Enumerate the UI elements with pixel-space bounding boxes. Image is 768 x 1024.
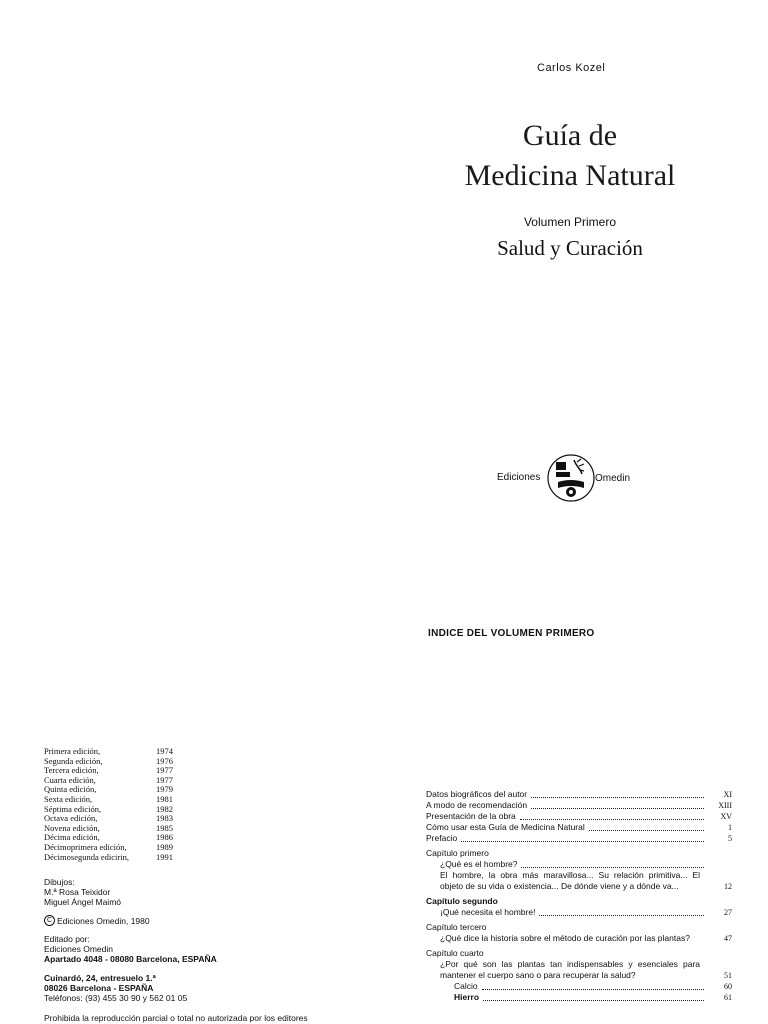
edition-year: 1982: [156, 803, 173, 814]
edition-year: 1985: [156, 822, 173, 833]
toc-leader-dots: [531, 808, 704, 809]
toc-entry: [426, 907, 732, 918]
edited-by-address: Apartado 4048 - 08080 Barcelona, ESPAÑA: [44, 954, 217, 964]
edition-year: 1977: [156, 765, 173, 776]
credits-name: Miguel Ángel Maimó: [44, 897, 122, 907]
toc-entry-label: ¡Qué necesita el hombre!: [440, 907, 536, 917]
edition-year: 1976: [156, 755, 173, 766]
address-phones: Teléfonos: (93) 455 30 90 y 562 01 05: [44, 993, 188, 1003]
toc-entry-page: XI: [723, 790, 732, 799]
volume-subtitle: Salud y Curación: [497, 236, 643, 260]
edition-label: Sexta edición,: [44, 793, 93, 804]
toc-entry: [426, 981, 732, 992]
toc-entry-page: XV: [720, 812, 732, 821]
toc-entry: [426, 833, 732, 844]
toc-entry: [426, 822, 732, 833]
book-title-line-2: Medicina Natural: [464, 159, 676, 192]
index-heading: INDICE DEL VOLUMEN PRIMERO: [428, 628, 595, 639]
edition-label: Octava edición,: [44, 813, 98, 824]
toc-entry-page: 5: [728, 834, 732, 843]
toc-entry-description: El hombre, la obra más maravillosa... Su relación primitiva... El objeto de su vida o existencia... De dónde viene y a dónde va...: [440, 870, 700, 891]
toc-entry: [426, 800, 732, 811]
edition-label: Décimoprimera edición,: [44, 841, 127, 852]
edition-label: Décima edición,: [44, 832, 100, 843]
toc-leader-dots: [520, 819, 704, 820]
edition-label: Segunda edición,: [44, 755, 103, 766]
toc-entry-label: ¿Por qué son las plantas tan indispensables y esenciales para mantener el cuerpo sano o para recuperar la salud?: [440, 959, 700, 980]
toc-leader-dots: [589, 830, 704, 831]
toc-entry-label: A modo de recomendación: [426, 800, 528, 810]
edited-by-label: Editado por:: [44, 934, 90, 944]
address-line-2: 08026 Barcelona - ESPAÑA: [44, 983, 154, 993]
publisher-logo-block: [497, 452, 647, 504]
toc-entry-page: 61: [724, 993, 732, 1002]
credits-label: Dibujos:: [44, 877, 75, 887]
edition-year: 1986: [156, 832, 173, 843]
book-title-line-1: Guía de: [522, 119, 618, 152]
address-line-1: Cuinardó, 24, entresuelo 1.ª: [44, 973, 156, 983]
copyright-line: [44, 915, 150, 926]
toc-leader-dots: [539, 915, 704, 916]
toc-entry: [426, 870, 732, 892]
edition-label: Quinta edición,: [44, 784, 97, 795]
toc-entry: [426, 992, 732, 1003]
edition-year: 1991: [156, 851, 173, 862]
address-block: [44, 973, 187, 1003]
toc-entry-label: Prefacio: [426, 833, 458, 843]
toc-entry-page: 27: [724, 908, 732, 917]
toc-entry-label: Cómo usar esta Guía de Medicina Natural: [426, 822, 585, 832]
edited-by-block: [44, 934, 217, 964]
edition-year: 1977: [156, 774, 173, 785]
toc-chapter-title: Capítulo tercero: [426, 922, 487, 932]
toc-entry-label: Presentación de la obra: [426, 811, 516, 821]
credits-name: M.ª Rosa Teixidor: [44, 887, 111, 897]
edition-year: 1989: [156, 841, 173, 852]
toc-entry-label: Hierro: [454, 992, 480, 1002]
toc-leader-dots: [461, 841, 704, 842]
toc-entry-page: 60: [724, 982, 732, 991]
toc-entry-page: 47: [724, 934, 732, 943]
publisher-name-left: Ediciones: [497, 472, 541, 483]
illustration-credits: [44, 877, 121, 907]
edition-label: Novena edición,: [44, 822, 100, 833]
copyright-text: Ediciones Omedin, 1980: [57, 915, 150, 926]
table-of-contents: [426, 789, 732, 1003]
edition-label: Séptima edición,: [44, 803, 102, 814]
edition-label: Primera edición,: [44, 746, 101, 756]
toc-entry-page: 12: [724, 882, 732, 891]
toc-leader-dots: [482, 989, 704, 990]
toc-entry-label: ¿Qué es el hombre?: [440, 859, 518, 869]
toc-leader-dots: [483, 1000, 704, 1001]
toc-entry: [426, 859, 732, 870]
toc-entry-label: Datos biográficos del autor: [426, 789, 528, 799]
edited-by-name: Ediciones Omedin: [44, 944, 113, 954]
toc-entry: [426, 959, 732, 981]
volume-label: Volumen Primero: [523, 215, 617, 229]
toc-chapter-title: Capítulo segundo: [426, 896, 498, 906]
publisher-emblem-icon: [546, 452, 596, 504]
toc-leader-dots: [521, 867, 704, 868]
toc-entry-page: 51: [724, 971, 732, 980]
toc-chapter-title: Capítulo primero: [426, 848, 489, 858]
edition-row: [44, 853, 186, 863]
toc-entry-label: ¿Qué dice la historia sobre el método de curación por las plantas?: [440, 933, 690, 943]
edition-year: 1979: [156, 784, 173, 795]
editions-list: [44, 747, 186, 862]
author-name: Carlos Kozel: [537, 62, 606, 74]
toc-chapter-title: Capítulo cuarto: [426, 948, 484, 958]
toc-entry-label: Calcio: [454, 981, 478, 991]
toc-entry: [426, 789, 732, 800]
toc-entry-page: 1: [728, 823, 732, 832]
legal-notice: Prohibida la reproducción parcial o total no autorizada por los editores: [44, 1013, 308, 1023]
edition-year: 1974: [156, 746, 173, 756]
edition-year: 1981: [156, 793, 173, 804]
copyright-icon: C: [44, 915, 55, 926]
toc-entry: [426, 933, 732, 944]
toc-entry-page: XIII: [718, 801, 732, 810]
edition-year: 1983: [156, 813, 173, 824]
edition-label: Décimosegunda edicirin,: [44, 851, 129, 862]
toc-leader-dots: [531, 797, 704, 798]
toc-entry: [426, 811, 732, 822]
edition-label: Tercera edición,: [44, 765, 99, 776]
edition-label: Cuarta edición,: [44, 774, 96, 785]
publisher-name-right: Omedin: [595, 473, 631, 484]
